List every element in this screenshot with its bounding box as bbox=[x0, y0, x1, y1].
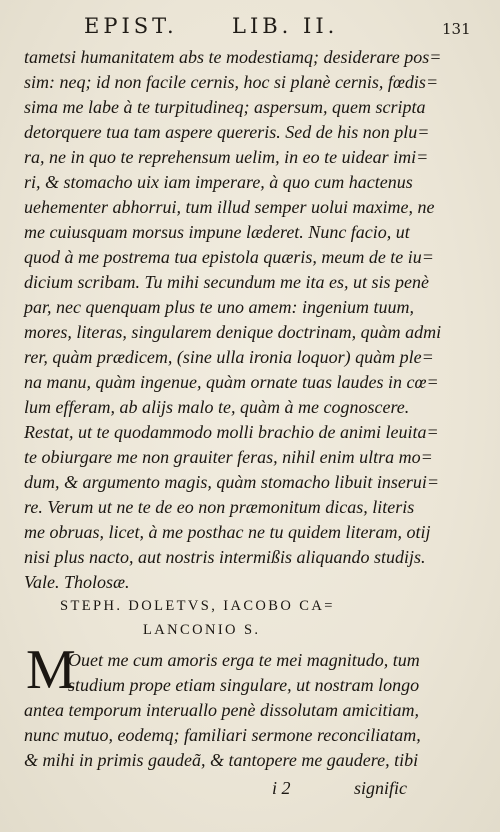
text-line: & mihi in primis gaudeã, & tantopere me gaudere, tibi bbox=[24, 750, 419, 770]
text-line: par, nec quenquam plus te uno amem: ingenium tuum, bbox=[24, 297, 414, 317]
text-line: quod à me postrema tua epistola quæris, meum de te iu= bbox=[24, 247, 434, 267]
text-line: uehementer abhorrui, tum illud semper uolui maxime, ne bbox=[24, 197, 435, 217]
text-line: rer, quàm prædicem, (sine ulla ironia loquor) quàm ple= bbox=[24, 347, 434, 367]
text-line: antea temporum interuallo penè dissolutam amicitiam, bbox=[24, 700, 419, 720]
text-line: Ouet me cum amoris erga te mei magnitudo, tum bbox=[68, 650, 420, 670]
running-header bbox=[0, 14, 500, 44]
text-line: te obiurgare me non grauiter feras, nihil enim ultra mo= bbox=[24, 447, 433, 467]
text-line: Vale. Tholosæ. bbox=[24, 572, 130, 592]
signature-mark: i 2 bbox=[272, 778, 291, 798]
text-line: nunc mutuo, eodemq; familiari sermone reconciliatam, bbox=[24, 725, 421, 745]
text-line: re. Verum ut ne te de eo non præmonitum dicas, literis bbox=[24, 497, 415, 517]
text-line: na manu, quàm ingenue, quàm ornate tuas laudes in cœ= bbox=[24, 372, 439, 392]
text-line: Restat, ut te quodammodo molli brachio de animi leuita= bbox=[24, 422, 439, 442]
text-line: dicium scribam. Tu mihi secundum me ita es, ut sis penè bbox=[24, 272, 429, 292]
header-left: EPIST. bbox=[84, 14, 178, 38]
drop-capital: M bbox=[26, 639, 76, 701]
text-line: nisi plus nacto, aut nostris intermißis aliquando studijs. bbox=[24, 547, 426, 567]
page-number: 131 bbox=[442, 20, 471, 38]
text-line: me cuiusquam morsus impune læderet. Nunc facio, ut bbox=[24, 222, 410, 242]
text-line: studium prope etiam singulare, ut nostram longo bbox=[68, 675, 420, 695]
text-line: detorquere tua tam aspere quereris. Sed de his non plu= bbox=[24, 122, 430, 142]
letter-heading: STEPH. DOLETVS, IACOBO CA= bbox=[60, 598, 335, 614]
text-line: sim: neq; id non facile cernis, hoc si planè cernis, fœdis= bbox=[24, 72, 439, 92]
text-line: sima me labe à te turpitudineq; aspersum, quem scripta bbox=[24, 97, 426, 117]
text-line: me obruas, licet, à me posthac ne tu quidem literam, otij bbox=[24, 522, 431, 542]
header-center: LIB. II. bbox=[232, 14, 339, 38]
text-line: lum efferam, ab alijs malo te, quàm à me cognoscere. bbox=[24, 397, 410, 417]
text-line: dum, & argumento magis, quàm stomacho libuit inserui= bbox=[24, 472, 439, 492]
text-line: tametsi humanitatem abs te modestiamq; desiderare pos= bbox=[24, 47, 442, 67]
text-line: ri, & stomacho uix iam imperare, à quo cum hactenus bbox=[24, 172, 413, 192]
text-line: ra, ne in quo te reprehensum uelim, in eo te uidear imi= bbox=[24, 147, 429, 167]
letter-heading-continued: LANCONIO S. bbox=[143, 622, 261, 638]
catchword: signific bbox=[354, 778, 407, 798]
text-line: mores, literas, singularem denique doctrinam, quàm admi bbox=[24, 322, 442, 342]
